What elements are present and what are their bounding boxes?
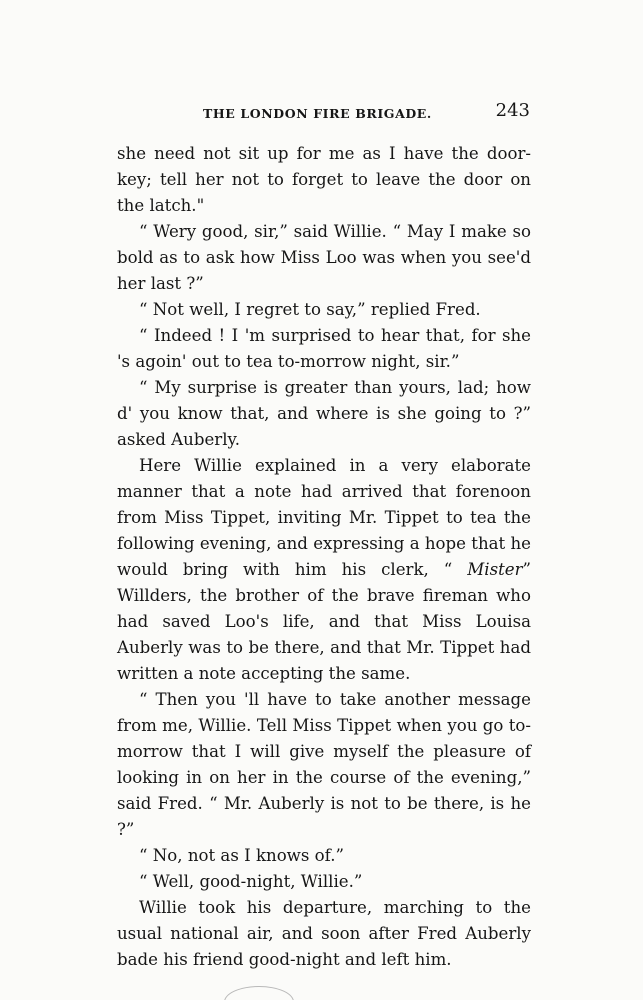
paragraph-9: “ Well, good-night, Willie.”: [139, 872, 363, 891]
page-number: 243: [495, 100, 530, 121]
body-text: [117, 141, 531, 973]
paragraph-3: “ Not well, I regret to say,” replied Fred.: [139, 300, 481, 319]
running-title: THE LONDON FIRE BRIGADE.: [203, 106, 432, 121]
paragraph-10: Willie took his departure, marching to the usual national air, and soon after Fred Auberly bade his friend good-night and left him.: [117, 898, 531, 969]
paragraph-2: “ Wery good, sir,” said Willie. “ May I make so bold as to ask how Miss Loo was when you see'd her last ?”: [117, 222, 531, 293]
paragraph-8: “ No, not as I knows of.”: [139, 846, 344, 865]
paragraph-5: “ My surprise is greater than yours, lad; how d' you know that, and where is she going to ?” asked Auberly.: [117, 378, 531, 449]
paragraph-6-after: ” Willders, the brother of the brave fireman who had saved Loo's life, and that Miss Louisa Auberly was to be there, and that Mr. Tippet had written a note accepting the same.: [117, 560, 531, 683]
paragraph-6-emphasis: Mister: [467, 560, 523, 579]
binding-mark: [224, 986, 294, 1000]
paragraph-6-before: Here Willie explained in a very elaborate manner that a note had arrived that forenoon from Miss Tippet, inviting Mr. Tippet to tea the following evening, and expressing a hope that he would bring with him his clerk, “: [117, 456, 531, 579]
paragraph-1: she need not sit up for me as I have the door-key; tell her not to forget to leave the door on the latch.": [117, 144, 531, 215]
paragraph-7: “ Then you 'll have to take another message from me, Willie. Tell Miss Tippet when you go to-morrow that I will give myself the pleasure of looking in on her in the course of the evening,” said Fred. “ Mr. Auberly is not to be there, is he ?”: [117, 690, 531, 839]
paragraph-4: “ Indeed ! I 'm surprised to hear that, for she 's agoin' out to tea to-morrow night, sir.”: [117, 326, 531, 371]
running-head: [117, 100, 532, 124]
paragraph-6: [117, 453, 531, 687]
